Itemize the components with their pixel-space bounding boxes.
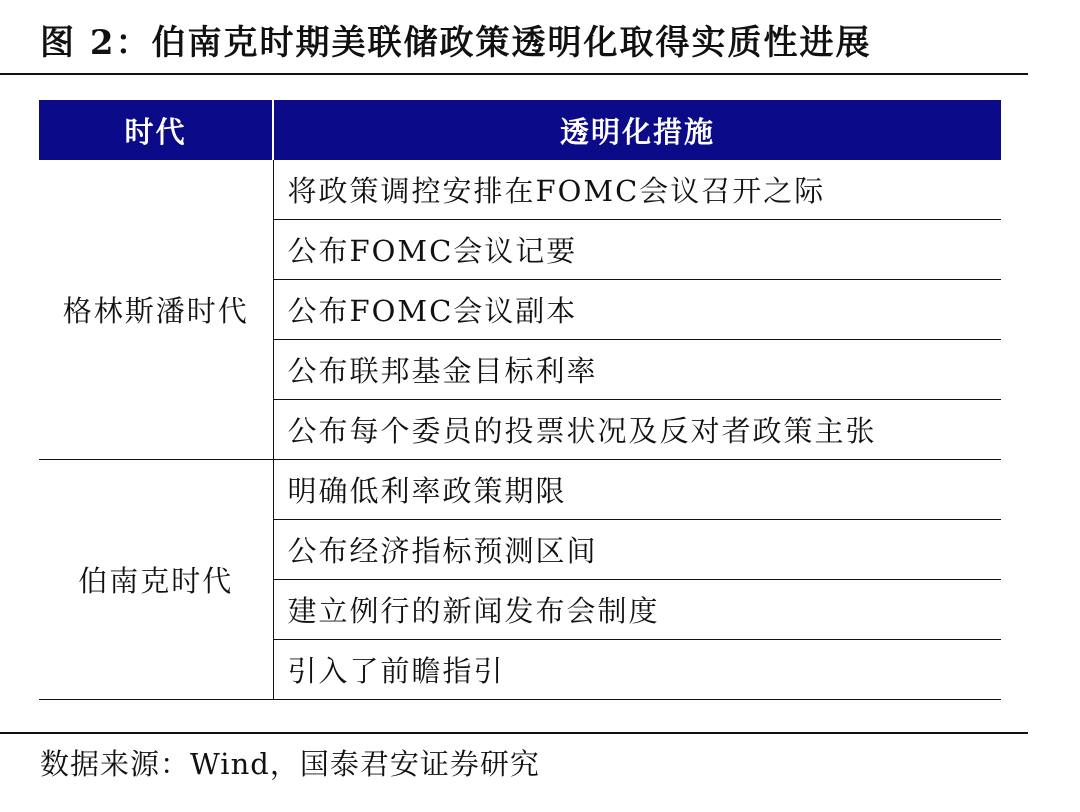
measure-cell: 公布经济指标预测区间	[273, 520, 1001, 580]
table-row	[39, 460, 1001, 520]
header-measures: 透明化措施	[273, 100, 1001, 160]
measure-cell: 建立例行的新闻发布会制度	[273, 580, 1001, 640]
table-row	[39, 160, 1001, 220]
source-note: 数据来源：Wind，国泰君安证券研究	[40, 747, 540, 781]
table-header-row	[39, 100, 1001, 160]
measure-cell: 将政策调控安排在FOMC会议召开之际	[273, 160, 1001, 220]
measure-cell: 引入了前瞻指引	[273, 640, 1001, 700]
era-cell-greenspan: 格林斯潘时代	[39, 160, 273, 460]
transparency-table	[39, 100, 1001, 700]
bottom-rule	[0, 732, 1028, 734]
header-era: 时代	[39, 100, 273, 160]
top-rule	[0, 73, 1028, 75]
era-cell-bernanke: 伯南克时代	[39, 460, 273, 700]
measure-cell: 公布每个委员的投票状况及反对者政策主张	[273, 400, 1001, 460]
figure-title: 图 2：伯南克时期美联储政策透明化取得实质性进展	[40, 23, 872, 63]
measure-cell: 明确低利率政策期限	[273, 460, 1001, 520]
measure-cell: 公布FOMC会议副本	[273, 280, 1001, 340]
measure-cell: 公布FOMC会议记要	[273, 220, 1001, 280]
measure-cell: 公布联邦基金目标利率	[273, 340, 1001, 400]
